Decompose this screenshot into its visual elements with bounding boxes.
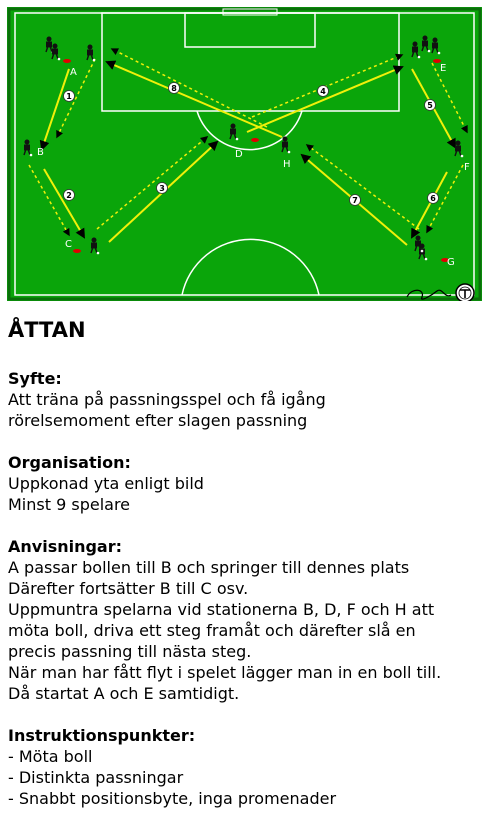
section-syfte (8, 368, 496, 431)
svg-text:5: 5 (427, 101, 433, 110)
pitch-field (7, 7, 482, 301)
text-line: Att träna på passningsspel och få igång (8, 390, 326, 409)
drill-diagram (7, 7, 482, 301)
text-line: Då startat A och E samtidigt. (8, 684, 240, 703)
svg-text:6: 6 (430, 194, 436, 203)
station-label-g: G (447, 257, 455, 268)
station-label-a: A (70, 67, 77, 78)
section-heading: Organisation: (8, 453, 131, 472)
pass-number-6 (428, 193, 439, 204)
text-line: - Snabbt positionsbyte, inga promenader (8, 789, 337, 808)
pass-number-8 (169, 83, 180, 94)
text-line: rörelsemoment efter slagen passning (8, 411, 308, 430)
text-line: Minst 9 spelare (8, 495, 131, 514)
text-line: När man har fått flyt i spelet lägger man in en boll till. (8, 663, 442, 682)
section-anvisningar (8, 536, 496, 704)
drill-title: ÅTTAN (8, 318, 86, 342)
text-line: Uppkonad yta enligt bild (8, 474, 204, 493)
pass-number-5 (425, 100, 436, 111)
section-heading: Anvisningar: (8, 537, 123, 556)
station-label-b: B (37, 147, 44, 158)
text-line: A passar bollen till B och springer till dennes plats (8, 558, 410, 577)
section-organisation (8, 452, 496, 515)
text-line: Därefter fortsätter B till C osv. (8, 579, 249, 598)
cone-marker (63, 59, 71, 63)
pass-number-3 (157, 183, 168, 194)
station-label-d: D (235, 149, 243, 160)
text-line: - Möta boll (8, 747, 93, 766)
svg-text:2: 2 (66, 191, 72, 200)
text-line: - Distinkta passningar (8, 768, 184, 787)
pass-number-2 (64, 190, 75, 201)
svg-text:8: 8 (171, 84, 177, 93)
section-heading: Instruktionspunkter: (8, 726, 196, 745)
cone-marker (251, 138, 259, 142)
svg-text:3: 3 (159, 184, 165, 193)
section-heading: Syfte: (8, 369, 62, 388)
station-label-f: F (464, 162, 470, 173)
drill-description (8, 368, 496, 830)
section-instruktionspunkter (8, 725, 496, 809)
svg-text:7: 7 (352, 196, 358, 205)
text-line: Uppmuntra spelarna vid stationerna B, D, F och H att (8, 600, 435, 619)
pass-number-1 (64, 91, 75, 102)
svg-text:1: 1 (66, 92, 72, 101)
svg-text:4: 4 (320, 87, 326, 96)
station-label-c: C (65, 239, 72, 250)
pass-number-7 (350, 195, 361, 206)
cone-marker (73, 249, 81, 253)
pass-number-4 (318, 86, 329, 97)
station-label-e: E (440, 63, 447, 74)
text-line: möta boll, driva ett steg framåt och därefter slå en (8, 621, 416, 640)
text-line: precis passning till nästa steg. (8, 642, 252, 661)
station-label-h: H (283, 159, 291, 170)
